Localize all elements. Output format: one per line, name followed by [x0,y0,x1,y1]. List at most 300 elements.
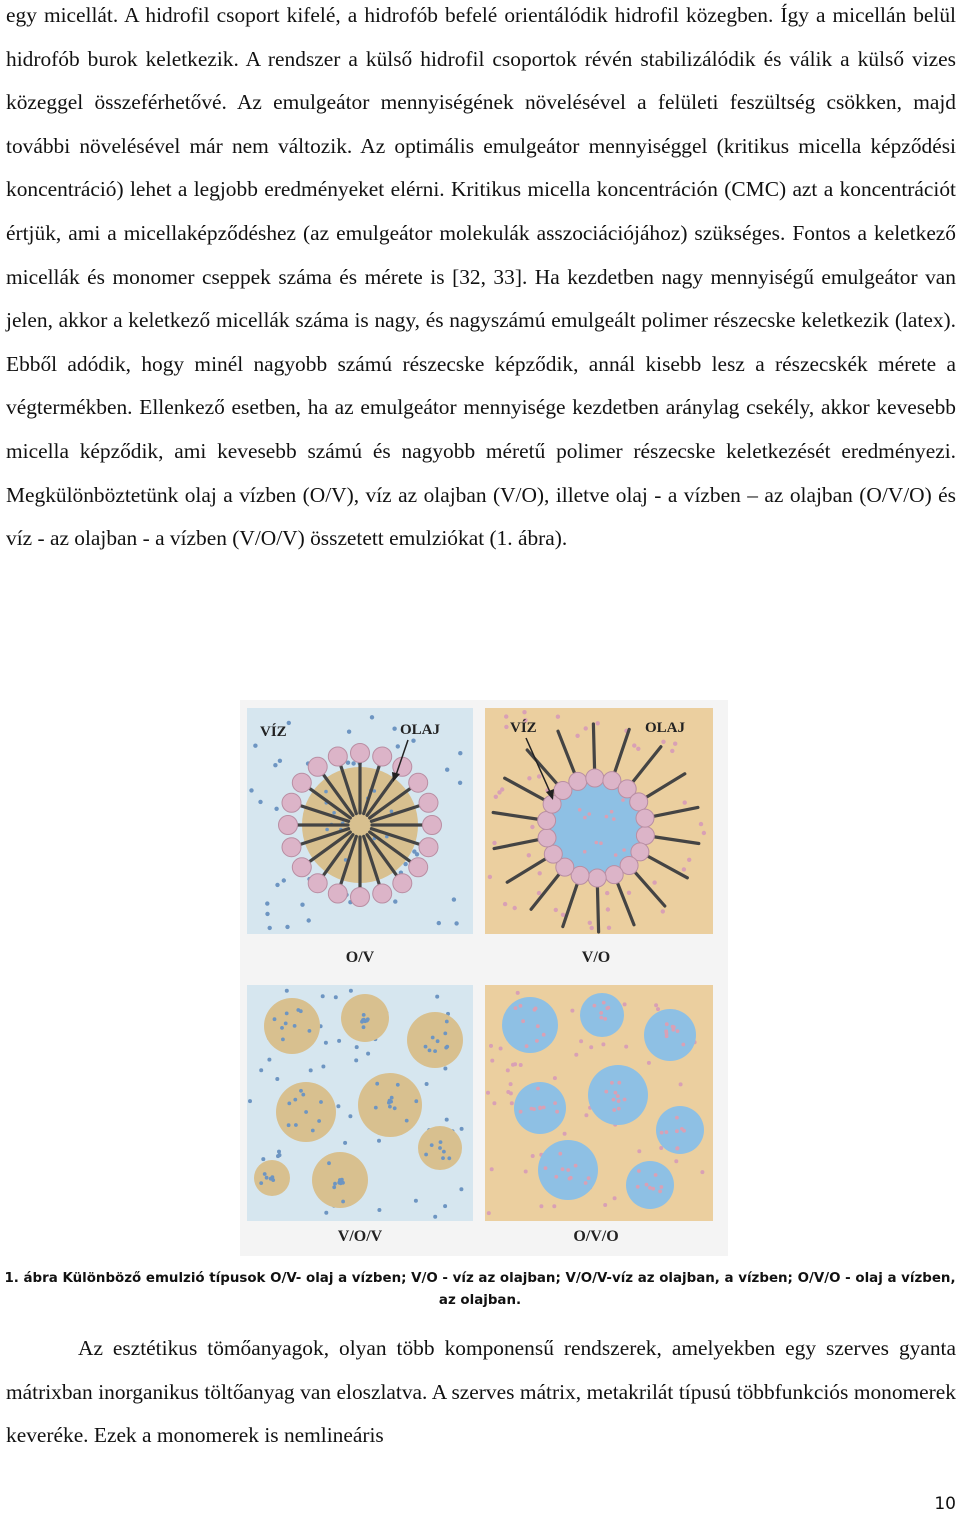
inner-droplet [304,1110,308,1114]
surfactant-head [544,845,562,863]
inner-droplet [430,1143,434,1147]
particle-dot [321,994,325,998]
particle-dot [509,1082,513,1086]
inner-droplet [648,1186,652,1190]
particle-dot [583,850,587,854]
inner-droplet [433,1049,437,1053]
inner-droplet [660,1131,664,1135]
particle-dot [588,921,592,925]
surfactant-head [419,793,438,812]
surfactant-head [423,816,442,835]
particle-dot [261,1157,265,1161]
inner-droplet [617,1081,621,1085]
panel-v-o [485,708,713,966]
particle-dot [613,1196,617,1200]
particle-dot [537,891,541,895]
surfactant-head [308,874,327,893]
particle-dot [504,714,508,718]
particle-dot [443,1204,447,1208]
particle-dot [506,1068,510,1072]
inner-droplet [299,1009,303,1013]
particle-dot [679,1082,683,1086]
particle-dot [324,790,328,794]
particle-dot [610,810,614,814]
inner-droplet [424,1045,428,1049]
inner-droplet [672,1025,676,1029]
particle-dot [437,921,441,925]
inner-droplet [366,1017,370,1021]
surfactant-head [538,812,556,830]
inner-droplet [654,1173,658,1177]
inner-droplet [393,1106,397,1110]
particle-dot [393,899,397,903]
inner-droplet [439,1140,443,1144]
particle-dot [460,1127,464,1131]
inner-droplet [436,1039,440,1043]
particle-dot [552,1204,556,1208]
inner-droplet [445,1045,449,1049]
inner-droplet [293,1024,297,1028]
surfactant-head [588,869,606,887]
particle-dot [445,1118,449,1122]
inner-droplet [602,1001,606,1005]
inner-droplet [665,1022,669,1026]
particle-dot [596,721,600,725]
particle-dot [503,902,507,906]
particle-dot [656,1007,660,1011]
inner-droplet [271,1178,275,1182]
particle-dot [530,825,534,829]
panel-label-v-o: V/O [581,949,611,966]
particle-dot [278,1153,282,1157]
particle-dot [606,907,610,911]
surfactant-head [636,827,654,845]
inner-droplet [617,1107,621,1111]
particle-dot [343,1141,347,1145]
inner-droplet [519,1110,523,1114]
surfactant-head [282,793,301,812]
inner-droplet [311,1129,315,1133]
particle-dot [510,1101,514,1105]
inner-droplet [375,1082,379,1086]
particle-dot [321,1065,325,1069]
particle-dot [489,1044,493,1048]
particle-dot [249,788,253,792]
particle-dot [390,810,394,814]
inner-droplet [273,1017,277,1021]
particle-dot [683,800,687,804]
panel-label-o-v: O/V [345,949,375,966]
inner-droplet [665,1034,669,1038]
particle-dot [253,744,257,748]
particle-dot [411,739,415,743]
inner-droplet [388,1105,392,1109]
inner-droplet [610,1081,614,1085]
label-viz: VÍZ [510,720,537,736]
particle-dot [499,1047,503,1051]
inner-droplet [605,1006,609,1010]
inner-droplet [265,1176,269,1180]
inner-droplet [405,1119,409,1123]
particle-dot [612,817,616,821]
inner-droplet [675,1147,679,1151]
particle-dot [300,903,304,907]
inner-droplet [616,1094,620,1098]
inner-droplet [294,1123,298,1127]
particle-dot [513,906,517,910]
particle-dot [414,1199,418,1203]
particle-dot [583,816,587,820]
inner-droplet [604,1090,608,1094]
particle-dot [652,880,656,884]
particle-dot [490,1167,494,1171]
inner-droplet [341,1200,345,1204]
particle-dot [309,1068,313,1072]
inner-droplet [280,1026,284,1030]
inner-droplet [362,1025,366,1029]
particle-dot [595,841,599,845]
particle-dot [537,774,541,778]
particle-dot [458,781,462,785]
particle-dot [700,1170,704,1174]
inner-droplet [664,1029,668,1033]
inner-droplet [555,1110,559,1114]
inner-droplet [623,1098,627,1102]
particle-dot [599,841,603,845]
particle-dot [584,1113,588,1117]
particle-dot [274,807,278,811]
particle-dot [522,710,526,714]
particle-dot [351,761,355,765]
surfactant-head [409,858,428,877]
particle-dot [605,815,609,819]
particle-dot [265,901,269,905]
particle-dot [325,828,329,832]
inner-droplet [617,1099,621,1103]
surfactant-head [630,793,648,811]
particle-dot [273,763,277,767]
surfactant-head [351,744,370,763]
particle-dot [282,878,286,882]
particle-dot [275,883,279,887]
body-paragraph-1: egy micellát. A hidrofil csoport kifelé, a hidrofób befelé orientálódik hidrofil közegben. Így a micellán belül hidrofób burok keletkezik. A rendszer a külső hidrofil csoportok révén stabilizálódik és válik a külső vizes közeggel összeférhetővé. Az emulgeátor mennyiségének növelésével a felületi feszültség csökken, majd további növelésével már nem változik. Az optimális emulgeátor mennyiséggel (kritikus micella képződési koncentráció) lehet a legjobb eredményeket elérni. Kritikus micella koncentráción (CMC) azt a koncentrációt értjük, ami a micellaképződéshez (az emulgeátor molekulák asszociációjához) szükséges. Fontos a keletkező micellák és monomer cseppek száma és mérete is [32, 33]. Ha kezdetben nagy mennyiségű emulgeátor van jelen, akkor a keletkező micellák száma is nagy, és nagyszámú emulgeált polimer részecske keletkezik (latex). Ebből adódik, hogy minél nagyobb számú részecske képződik, annál kisebb lesz a részecskék mérete a végtermékben. Ellenkező esetben, ha az emulgeátor mennyisége kezdetben aránylag csekély, akkor kevesebb micella képződik, ami kevesebb számú és nagyobb méretű polimer részecske keletkezését eredményezi. Megkülönböztetünk olaj a vízben (O/V), víz az olajban (V/O), illetve olaj - a vízben – az olajban (O/V/O) és víz - az olajban - a vízben (V/O/V) összetett emulziókat (1. ábra). [6,3,956,551]
inner-droplet [319,1100,323,1104]
particle-dot [519,1063,523,1067]
particle-dot [377,1139,381,1143]
inner-droplet [535,1039,539,1043]
particle-dot [459,1187,463,1191]
particle-dot [458,751,462,755]
inner-droplet [561,1167,565,1171]
inner-droplet [554,1175,558,1179]
inner-droplet [536,1087,540,1091]
particle-dot [267,1058,271,1062]
particle-dot [277,1150,281,1154]
particle-dot [527,776,531,780]
inner-droplet [612,1098,616,1102]
particle-dot [506,1090,510,1094]
particle-dot [425,1082,429,1086]
surfactant-head [373,747,392,766]
inner-droplet [658,1190,662,1194]
particle-dot [627,891,631,895]
inner-droplet [676,1029,680,1033]
particle-dot [445,768,449,772]
inner-droplet [574,1164,578,1168]
surfactant-head [393,874,412,893]
particle-dot [285,925,289,929]
particle-dot [579,1039,583,1043]
particle-dot [370,715,374,719]
particle-dot [603,1203,607,1207]
inner-droplet [566,1168,570,1172]
inner-droplet [645,1183,649,1187]
surfactant-head [292,858,311,877]
particle-dot [433,1215,437,1219]
particle-dot [248,1099,252,1103]
particle-dot [334,995,338,999]
particle-dot [659,1146,663,1150]
particle-dot [661,909,665,913]
particle-dot [268,926,272,930]
inner-droplet [362,1013,366,1017]
inner-droplet [431,1036,435,1040]
particle-dot [553,1076,557,1080]
particle-dot [687,858,691,862]
surfactant-head [605,866,623,884]
inner-droplet [263,1172,267,1176]
particle-dot [623,1002,627,1006]
inner-droplet [443,1032,447,1036]
inner-droplet [441,1156,445,1160]
inner-droplet [612,1108,616,1112]
particle-dot [435,995,439,999]
particle-dot [590,926,594,930]
particle-dot [670,749,674,753]
particle-dot [377,1208,381,1212]
particle-dot [349,989,353,993]
emulsion-droplet [407,1012,463,1068]
particle-dot [632,743,636,747]
particle-dot [607,926,611,930]
particle-dot [556,715,560,719]
particle-dot [511,1063,515,1067]
particle-dot [324,1211,328,1215]
inner-droplet [553,1101,557,1105]
particle-dot [332,811,336,815]
particle-dot [396,744,400,748]
emulsion-droplet [644,1009,696,1061]
inner-droplet [442,1150,446,1154]
particle-dot [539,1204,543,1208]
particle-dot [452,897,456,901]
particle-dot [354,1058,358,1062]
particle-dot [588,812,592,816]
surfactant-head [292,773,311,792]
inner-droplet [308,1029,312,1033]
inner-droplet [675,1129,679,1133]
inner-droplet [569,1176,573,1180]
inner-droplet [414,1099,418,1103]
inner-droplet [599,1016,603,1020]
surfactant-head [279,816,298,835]
particle-dot [654,1003,658,1007]
particle-dot [589,1045,593,1049]
inner-droplet [447,1156,451,1160]
surfactant-head [351,888,370,907]
particle-dot [614,853,618,857]
particle-dot [702,831,706,835]
particle-dot [584,726,588,730]
surfactant-head [409,773,428,792]
inner-droplet [542,1033,546,1037]
surfactant-head [282,838,301,857]
particle-dot [605,891,609,895]
label-olaj: OLAJ [645,720,686,736]
inner-droplet [340,1178,344,1182]
emulsion-droplet [580,993,624,1037]
inner-droplet [533,1008,537,1012]
particle-dot [554,908,558,912]
particle-dot [578,808,582,812]
particle-dot [561,913,565,917]
surfactant-head [419,838,438,857]
particle-dot [574,1053,578,1057]
inner-droplet [587,1176,591,1180]
emulsion-droplet [656,1106,704,1154]
particle-dot [531,1154,535,1158]
inner-droplet [519,1004,523,1008]
inner-droplet [599,1011,603,1015]
particle-dot [265,912,269,916]
inner-droplet [445,1020,449,1024]
inner-droplet [396,1083,400,1087]
particle-dot [492,841,496,845]
particle-dot [412,849,416,853]
particle-dot [624,1045,628,1049]
panel-v-o-v [247,985,473,1245]
inner-droplet [438,1146,442,1150]
emulsion-figure [240,700,728,1256]
particle-dot [287,721,291,725]
particle-dot [621,798,625,802]
particle-dot [259,1068,263,1072]
particle-dot [673,742,677,746]
page-number: 10 [934,1494,956,1514]
emulsion-droplet [264,998,320,1054]
particle-dot [355,1045,359,1049]
particle-dot [699,822,703,826]
body-paragraph-2: Az esztétikus tömőanyagok, olyan több komponensű rendszerek, amelyekben egy szerves gyanta mátrixban inorganikus töltőanyag van eloszlatva. A szerves mátrix, metakrilát típusú többfunkciós monomerek keveréke. Ezek a monomerek is nemlineáris [6,1336,956,1448]
inner-droplet [388,1099,392,1103]
inner-droplet [521,1019,525,1023]
particle-dot [348,1114,352,1118]
particle-dot [661,740,665,744]
inner-droplet [281,1038,285,1042]
particle-dot [601,1042,605,1046]
inner-droplet [660,1185,664,1189]
panel-label-o-v-o: O/V/O [573,1228,619,1245]
surfactant-head [636,809,654,827]
inner-droplet [532,1107,536,1111]
particle-dot [504,725,508,729]
particle-dot [492,1101,496,1105]
particle-dot [682,867,686,871]
inner-droplet [362,1018,366,1022]
inner-droplet [284,1022,288,1026]
particle-dot [324,1041,328,1045]
inner-droplet [558,1152,562,1156]
particle-dot [443,1067,447,1071]
panel-o-v [247,708,473,966]
particle-dot [307,918,311,922]
particle-dot [538,871,542,875]
particle-dot [337,1039,341,1043]
particle-dot [636,747,640,751]
inner-droplet [285,1012,289,1016]
particle-dot [275,1077,279,1081]
inner-droplet [636,1185,640,1189]
figure-caption: 1. ábra Különböző emulzió típusok O/V- olaj a vízben; V/O - víz az olajban; V/O/V-víz az olajban, a vízben; O/V/O - olaj a vízben, az olajban. [4,1271,956,1308]
surfactant-head [538,829,556,847]
inner-droplet [665,1130,669,1134]
inner-droplet [259,1181,263,1185]
inner-droplet [542,1106,546,1110]
inner-droplet [614,1091,618,1095]
inner-droplet [332,1185,336,1189]
inner-droplet [651,1187,655,1191]
emulsion-droplet [341,994,389,1042]
particle-dot [278,759,282,763]
particle-dot [487,1211,491,1215]
particle-dot [347,730,351,734]
inner-droplet [287,1102,291,1106]
particle-dot [570,1009,574,1013]
particle-dot [336,1104,340,1108]
particle-dot [486,1091,490,1095]
particle-dot [494,795,498,799]
surfactant-head [328,884,347,903]
emulsion-droplet [626,1161,674,1209]
inner-droplet [525,1044,529,1048]
particle-dot [527,853,531,857]
inner-droplet [593,1004,597,1008]
inner-droplet [681,1043,685,1047]
inner-droplet [424,1153,428,1157]
particle-dot [488,875,492,879]
particle-dot [285,989,289,993]
inner-droplet [538,1106,542,1110]
particle-dot [392,727,396,731]
particle-dot [575,734,579,738]
particle-dot [366,1052,370,1056]
label-viz: VÍZ [260,724,287,740]
emulsion-droplet [502,997,558,1053]
panel-label-v-o-v: V/O/V [337,1228,383,1245]
inner-droplet [287,1123,291,1127]
inner-droplet [536,1024,540,1028]
inner-droplet [514,1006,518,1010]
particle-dot [454,921,458,925]
particle-dot [490,1059,494,1063]
surfactant-head [586,769,604,787]
inner-droplet [637,1169,641,1173]
surfactant-head [328,747,347,766]
inner-droplet [675,1116,679,1120]
inner-droplet [301,1093,305,1097]
surfactant-head [569,772,587,790]
inner-droplet [428,1049,432,1053]
